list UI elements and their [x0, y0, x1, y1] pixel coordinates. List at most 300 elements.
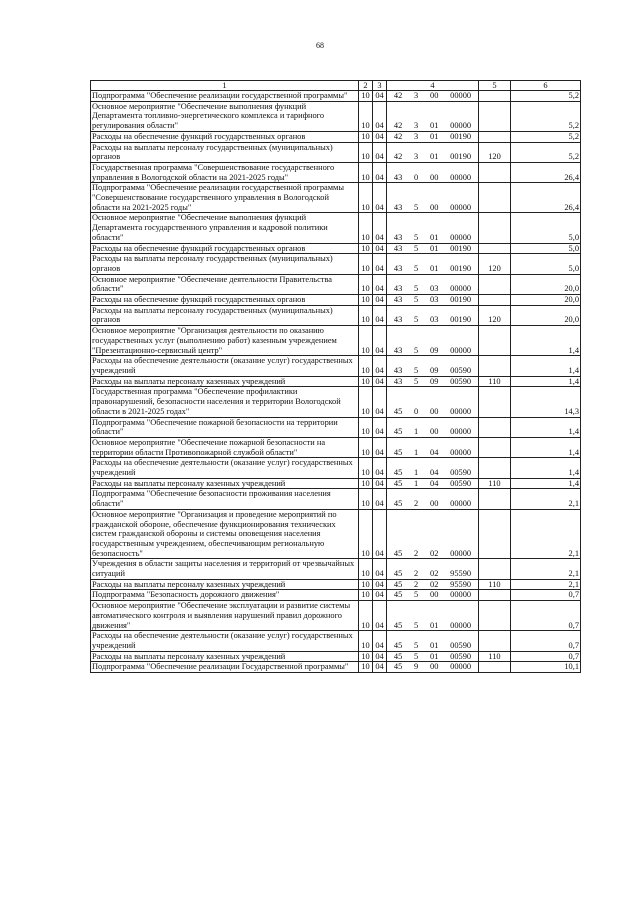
target-article-code	[387, 590, 479, 601]
row-name: Основное мероприятие "Обеспечение пожарной безопасности на территории области Противопожарной службой области"	[91, 437, 359, 457]
table-row	[91, 213, 581, 243]
section-code: 10	[359, 489, 373, 509]
table-row	[91, 142, 581, 162]
program-code: 45	[393, 569, 403, 579]
subsection-code: 04	[373, 326, 387, 356]
subsection-code: 04	[373, 631, 387, 651]
amount: 14,3	[511, 387, 581, 417]
expense-type-code	[479, 509, 511, 559]
column-header: 3	[373, 81, 387, 91]
target-article-code	[387, 601, 479, 631]
section-code: 10	[359, 243, 373, 254]
target-article-code	[387, 131, 479, 142]
table-row	[91, 590, 581, 601]
subsection-code: 04	[373, 305, 387, 325]
direction-code: 00000	[450, 345, 472, 355]
program-code: 45	[393, 590, 403, 600]
target-article-code	[387, 417, 479, 437]
program-code: 45	[393, 447, 403, 457]
amount: 5,2	[511, 101, 581, 131]
subprogram-code: 3	[414, 152, 419, 162]
table-row	[91, 162, 581, 182]
subsection-code: 04	[373, 437, 387, 457]
direction-code: 00000	[450, 406, 472, 416]
amount: 2,1	[511, 559, 581, 579]
measure-code: 01	[430, 651, 439, 661]
target-article-code	[387, 631, 479, 651]
measure-code: 01	[430, 243, 439, 253]
measure-code: 02	[430, 579, 439, 589]
row-name: Основное мероприятие "Обеспечение выполнения функций Департамента топливно-энергетического комплекса и тарифного регулирования области"	[91, 101, 359, 131]
table-row	[91, 417, 581, 437]
measure-code: 09	[430, 345, 439, 355]
target-article-code	[387, 274, 479, 294]
row-name: Подпрограмма "Обеспечение реализации Государственной программы"	[91, 662, 359, 673]
subprogram-code: 5	[414, 620, 419, 630]
direction-code: 95590	[450, 579, 472, 589]
direction-code: 00190	[450, 131, 472, 141]
program-code: 43	[393, 315, 403, 325]
expense-type-code	[479, 295, 511, 306]
table-row	[91, 509, 581, 559]
program-code: 45	[393, 662, 403, 672]
section-code: 10	[359, 458, 373, 478]
amount: 5,2	[511, 142, 581, 162]
target-article-code	[387, 183, 479, 213]
measure-code: 01	[430, 263, 439, 273]
measure-code: 04	[430, 478, 439, 488]
expense-type-code	[479, 243, 511, 254]
amount: 1,4	[511, 326, 581, 356]
program-code: 42	[393, 152, 403, 162]
expense-type-code	[479, 458, 511, 478]
direction-code: 95590	[450, 569, 472, 579]
direction-code: 00000	[450, 662, 472, 672]
direction-code: 00000	[450, 548, 472, 558]
measure-code: 02	[430, 548, 439, 558]
section-code: 10	[359, 91, 373, 102]
subprogram-code: 5	[414, 651, 419, 661]
table-row	[91, 579, 581, 590]
row-name: Подпрограмма "Обеспечение реализации государственной программы"	[91, 91, 359, 102]
expense-type-code: 110	[479, 478, 511, 489]
direction-code: 00590	[450, 478, 472, 488]
amount: 5,0	[511, 254, 581, 274]
direction-code: 00000	[450, 202, 472, 212]
row-name: Расходы на обеспечение деятельности (оказание услуг) государственных учреждений	[91, 631, 359, 651]
expense-type-code	[479, 437, 511, 457]
subsection-code: 04	[373, 559, 387, 579]
direction-code: 00000	[450, 447, 472, 457]
direction-code: 00000	[450, 620, 472, 630]
table-row	[91, 662, 581, 673]
header-row	[91, 81, 581, 91]
direction-code: 00000	[450, 284, 472, 294]
subsection-code: 04	[373, 162, 387, 182]
expense-type-code	[479, 601, 511, 631]
subsection-code: 04	[373, 417, 387, 437]
amount: 5,2	[511, 131, 581, 142]
subsection-code: 04	[373, 458, 387, 478]
section-code: 10	[359, 131, 373, 142]
target-article-code	[387, 91, 479, 102]
measure-code: 00	[430, 172, 439, 182]
subprogram-code: 5	[414, 284, 419, 294]
subsection-code: 04	[373, 579, 387, 590]
table-row	[91, 91, 581, 102]
expense-type-code	[479, 387, 511, 417]
program-code: 45	[393, 468, 403, 478]
table-row	[91, 559, 581, 579]
amount: 0,7	[511, 651, 581, 662]
subprogram-code: 2	[414, 548, 419, 558]
subprogram-code: 5	[414, 232, 419, 242]
table-row	[91, 478, 581, 489]
direction-code: 00590	[450, 365, 472, 375]
row-name: Подпрограмма "Обеспечение пожарной безопасности на территории области"	[91, 417, 359, 437]
measure-code: 04	[430, 468, 439, 478]
table-row	[91, 243, 581, 254]
measure-code: 01	[430, 232, 439, 242]
table-row	[91, 326, 581, 356]
measure-code: 00	[430, 590, 439, 600]
section-code: 10	[359, 254, 373, 274]
subprogram-code: 5	[414, 590, 419, 600]
measure-code: 09	[430, 376, 439, 386]
target-article-code	[387, 376, 479, 387]
table-row	[91, 305, 581, 325]
subsection-code: 04	[373, 213, 387, 243]
section-code: 10	[359, 579, 373, 590]
subprogram-code: 5	[414, 345, 419, 355]
row-name: Учреждения в области защиты населения и территорий от чрезвычайных ситуаций	[91, 559, 359, 579]
amount: 0,7	[511, 631, 581, 651]
subsection-code: 04	[373, 295, 387, 306]
row-name: Расходы на обеспечение функций государственных органов	[91, 295, 359, 306]
expense-type-code	[479, 162, 511, 182]
table-row	[91, 274, 581, 294]
expense-type-code	[479, 91, 511, 102]
expense-type-code	[479, 274, 511, 294]
measure-code: 00	[430, 202, 439, 212]
direction-code: 00190	[450, 263, 472, 273]
measure-code: 03	[430, 295, 439, 305]
section-code: 10	[359, 631, 373, 651]
table-row	[91, 183, 581, 213]
row-name: Основное мероприятие "Обеспечение выполнения функций Департамента государственного управления и кадровой политики области"	[91, 213, 359, 243]
table-row	[91, 295, 581, 306]
table-row	[91, 254, 581, 274]
column-header: 6	[511, 81, 581, 91]
expense-type-code	[479, 559, 511, 579]
expense-type-code	[479, 489, 511, 509]
program-code: 42	[393, 131, 403, 141]
program-code: 43	[393, 295, 403, 305]
target-article-code	[387, 295, 479, 306]
direction-code: 00190	[450, 295, 472, 305]
subsection-code: 04	[373, 651, 387, 662]
measure-code: 00	[430, 499, 439, 509]
expense-type-code	[479, 631, 511, 651]
expense-type-code: 110	[479, 651, 511, 662]
row-name: Расходы на выплаты персоналу казенных учреждений	[91, 579, 359, 590]
target-article-code	[387, 489, 479, 509]
direction-code: 00000	[450, 427, 472, 437]
table-row	[91, 101, 581, 131]
row-name: Основное мероприятие "Организация и проведение мероприятий по гражданской обороне, обеспечение функционирования технических систем гражданской обороны и системы оповещения населения государственным учреждением, обеспечивающим региональную безопасность"	[91, 509, 359, 559]
measure-code: 03	[430, 284, 439, 294]
target-article-code	[387, 662, 479, 673]
program-code: 43	[393, 376, 403, 386]
section-code: 10	[359, 213, 373, 243]
subsection-code: 04	[373, 376, 387, 387]
target-article-code	[387, 162, 479, 182]
table-row	[91, 651, 581, 662]
subsection-code: 04	[373, 254, 387, 274]
subsection-code: 04	[373, 590, 387, 601]
subprogram-code: 5	[414, 315, 419, 325]
section-code: 10	[359, 437, 373, 457]
subprogram-code: 0	[414, 406, 419, 416]
target-article-code	[387, 101, 479, 131]
program-code: 45	[393, 499, 403, 509]
subprogram-code: 2	[414, 569, 419, 579]
direction-code: 00000	[450, 232, 472, 242]
subprogram-code: 1	[414, 447, 419, 457]
direction-code: 00190	[450, 152, 472, 162]
budget-table	[90, 80, 581, 673]
program-code: 43	[393, 345, 403, 355]
amount: 1,4	[511, 437, 581, 457]
expense-type-code	[479, 101, 511, 131]
program-code: 45	[393, 478, 403, 488]
amount: 20,0	[511, 305, 581, 325]
measure-code: 09	[430, 365, 439, 375]
subprogram-code: 9	[414, 662, 419, 672]
amount: 5,0	[511, 243, 581, 254]
subprogram-code: 3	[414, 91, 419, 100]
table-row	[91, 131, 581, 142]
program-code: 45	[393, 548, 403, 558]
row-name: Расходы на обеспечение функций государственных органов	[91, 243, 359, 254]
expense-type-code	[479, 356, 511, 376]
measure-code: 03	[430, 315, 439, 325]
row-name: Расходы на выплаты персоналу казенных учреждений	[91, 478, 359, 489]
column-header: 5	[479, 81, 511, 91]
program-code: 43	[393, 243, 403, 253]
direction-code: 00590	[450, 468, 472, 478]
measure-code: 01	[430, 640, 439, 650]
table-row	[91, 437, 581, 457]
row-name: Расходы на обеспечение деятельности (оказание услуг) государственных учреждений	[91, 356, 359, 376]
subprogram-code: 3	[414, 131, 419, 141]
subsection-code: 04	[373, 274, 387, 294]
program-code: 43	[393, 365, 403, 375]
expense-type-code	[479, 590, 511, 601]
direction-code: 00590	[450, 376, 472, 386]
program-code: 43	[393, 263, 403, 273]
subprogram-code: 0	[414, 172, 419, 182]
expense-type-code: 120	[479, 142, 511, 162]
amount: 1,4	[511, 356, 581, 376]
section-code: 10	[359, 376, 373, 387]
row-name: Расходы на выплаты персоналу государственных (муниципальных) органов	[91, 142, 359, 162]
row-name: Расходы на выплаты персоналу государственных (муниципальных) органов	[91, 254, 359, 274]
target-article-code	[387, 559, 479, 579]
section-code: 10	[359, 305, 373, 325]
subprogram-code: 1	[414, 468, 419, 478]
direction-code: 00000	[450, 590, 472, 600]
measure-code: 00	[430, 91, 439, 100]
measure-code: 00	[430, 406, 439, 416]
expense-type-code: 110	[479, 376, 511, 387]
target-article-code	[387, 387, 479, 417]
amount: 1,4	[511, 417, 581, 437]
measure-code: 01	[430, 152, 439, 162]
row-name: Расходы на выплаты персоналу государственных (муниципальных) органов	[91, 305, 359, 325]
target-article-code	[387, 437, 479, 457]
subprogram-code: 5	[414, 365, 419, 375]
target-article-code	[387, 356, 479, 376]
section-code: 10	[359, 509, 373, 559]
row-name: Расходы на выплаты персоналу казенных учреждений	[91, 651, 359, 662]
section-code: 10	[359, 651, 373, 662]
section-code: 10	[359, 559, 373, 579]
subsection-code: 04	[373, 509, 387, 559]
direction-code: 00590	[450, 651, 472, 661]
subprogram-code: 3	[414, 121, 419, 131]
expense-type-code: 120	[479, 305, 511, 325]
program-code: 43	[393, 172, 403, 182]
measure-code: 00	[430, 427, 439, 437]
target-article-code	[387, 305, 479, 325]
section-code: 10	[359, 162, 373, 182]
direction-code: 00190	[450, 243, 472, 253]
program-code: 42	[393, 121, 403, 131]
amount: 1,4	[511, 478, 581, 489]
column-header: 1	[91, 81, 359, 91]
row-name: Расходы на выплаты персоналу казенных учреждений	[91, 376, 359, 387]
direction-code: 00000	[450, 121, 472, 131]
amount: 0,7	[511, 601, 581, 631]
direction-code: 00000	[450, 172, 472, 182]
target-article-code	[387, 142, 479, 162]
subprogram-code: 1	[414, 427, 419, 437]
subprogram-code: 5	[414, 376, 419, 386]
section-code: 10	[359, 356, 373, 376]
section-code: 10	[359, 601, 373, 631]
table-row	[91, 489, 581, 509]
measure-code: 00	[430, 662, 439, 672]
direction-code: 00590	[450, 640, 472, 650]
subprogram-code: 2	[414, 499, 419, 509]
expense-type-code	[479, 213, 511, 243]
target-article-code	[387, 326, 479, 356]
subsection-code: 04	[373, 601, 387, 631]
amount: 26,4	[511, 183, 581, 213]
section-code: 10	[359, 417, 373, 437]
amount: 1,4	[511, 376, 581, 387]
amount: 5,0	[511, 213, 581, 243]
amount: 20,0	[511, 274, 581, 294]
amount: 1,4	[511, 458, 581, 478]
amount: 2,1	[511, 579, 581, 590]
row-name: Подпрограмма "Обеспечение безопасности проживания населения области"	[91, 489, 359, 509]
target-article-code	[387, 458, 479, 478]
subsection-code: 04	[373, 356, 387, 376]
section-code: 10	[359, 101, 373, 131]
section-code: 10	[359, 142, 373, 162]
target-article-code	[387, 509, 479, 559]
amount: 26,4	[511, 162, 581, 182]
section-code: 10	[359, 295, 373, 306]
program-code: 43	[393, 284, 403, 294]
measure-code: 01	[430, 620, 439, 630]
amount: 10,1	[511, 662, 581, 673]
row-name: Государственная программа "Совершенствование государственного управления в Вологодской области на 2021-2025 годы"	[91, 162, 359, 182]
section-code: 10	[359, 387, 373, 417]
page-number: 68	[316, 41, 324, 50]
subsection-code: 04	[373, 243, 387, 254]
subprogram-code: 2	[414, 579, 419, 589]
program-code: 43	[393, 232, 403, 242]
target-article-code	[387, 213, 479, 243]
expense-type-code	[479, 662, 511, 673]
row-name: Основное мероприятие "Обеспечение эксплуатации и развитие системы автоматического контроля и выявления нарушений правил дорожного движения"	[91, 601, 359, 631]
program-code: 45	[393, 640, 403, 650]
subprogram-code: 5	[414, 263, 419, 273]
table-row	[91, 601, 581, 631]
section-code: 10	[359, 274, 373, 294]
program-code: 42	[393, 91, 403, 100]
program-code: 43	[393, 202, 403, 212]
table-row	[91, 458, 581, 478]
subprogram-code: 5	[414, 243, 419, 253]
subprogram-code: 5	[414, 295, 419, 305]
target-article-code	[387, 478, 479, 489]
section-code: 10	[359, 662, 373, 673]
direction-code: 00000	[450, 499, 472, 509]
expense-type-code	[479, 417, 511, 437]
program-code: 45	[393, 620, 403, 630]
amount: 2,1	[511, 489, 581, 509]
subsection-code: 04	[373, 142, 387, 162]
subsection-code: 04	[373, 101, 387, 131]
row-name: Основное мероприятие "Организация деятельности по оказанию государственных услуг (выполнению работ) казенным учреждением "Презентационно-сервисный центр"	[91, 326, 359, 356]
row-name: Расходы на обеспечение деятельности (оказание услуг) государственных учреждений	[91, 458, 359, 478]
subsection-code: 04	[373, 387, 387, 417]
program-code: 45	[393, 427, 403, 437]
expense-type-code: 120	[479, 254, 511, 274]
row-name: Подпрограмма "Безопасность дорожного движения"	[91, 590, 359, 601]
section-code: 10	[359, 590, 373, 601]
expense-type-code: 110	[479, 579, 511, 590]
program-code: 45	[393, 406, 403, 416]
measure-code: 04	[430, 447, 439, 457]
subprogram-code: 5	[414, 202, 419, 212]
column-header: 2	[359, 81, 373, 91]
measure-code: 01	[430, 121, 439, 131]
subprogram-code: 5	[414, 640, 419, 650]
row-name: Подпрограмма "Обеспечение реализации государственной программы "Совершенствование государственного управления в Вологодской области на 2021-2025 годы"	[91, 183, 359, 213]
expense-type-code	[479, 183, 511, 213]
row-name: Расходы на обеспечение функций государственных органов	[91, 131, 359, 142]
target-article-code	[387, 243, 479, 254]
row-name: Государственная программа "Обеспечение профилактики правонарушений, безопасности населения и территории Вологодской области в 2021-2025 годах"	[91, 387, 359, 417]
section-code: 10	[359, 326, 373, 356]
program-code: 45	[393, 579, 403, 589]
measure-code: 01	[430, 131, 439, 141]
